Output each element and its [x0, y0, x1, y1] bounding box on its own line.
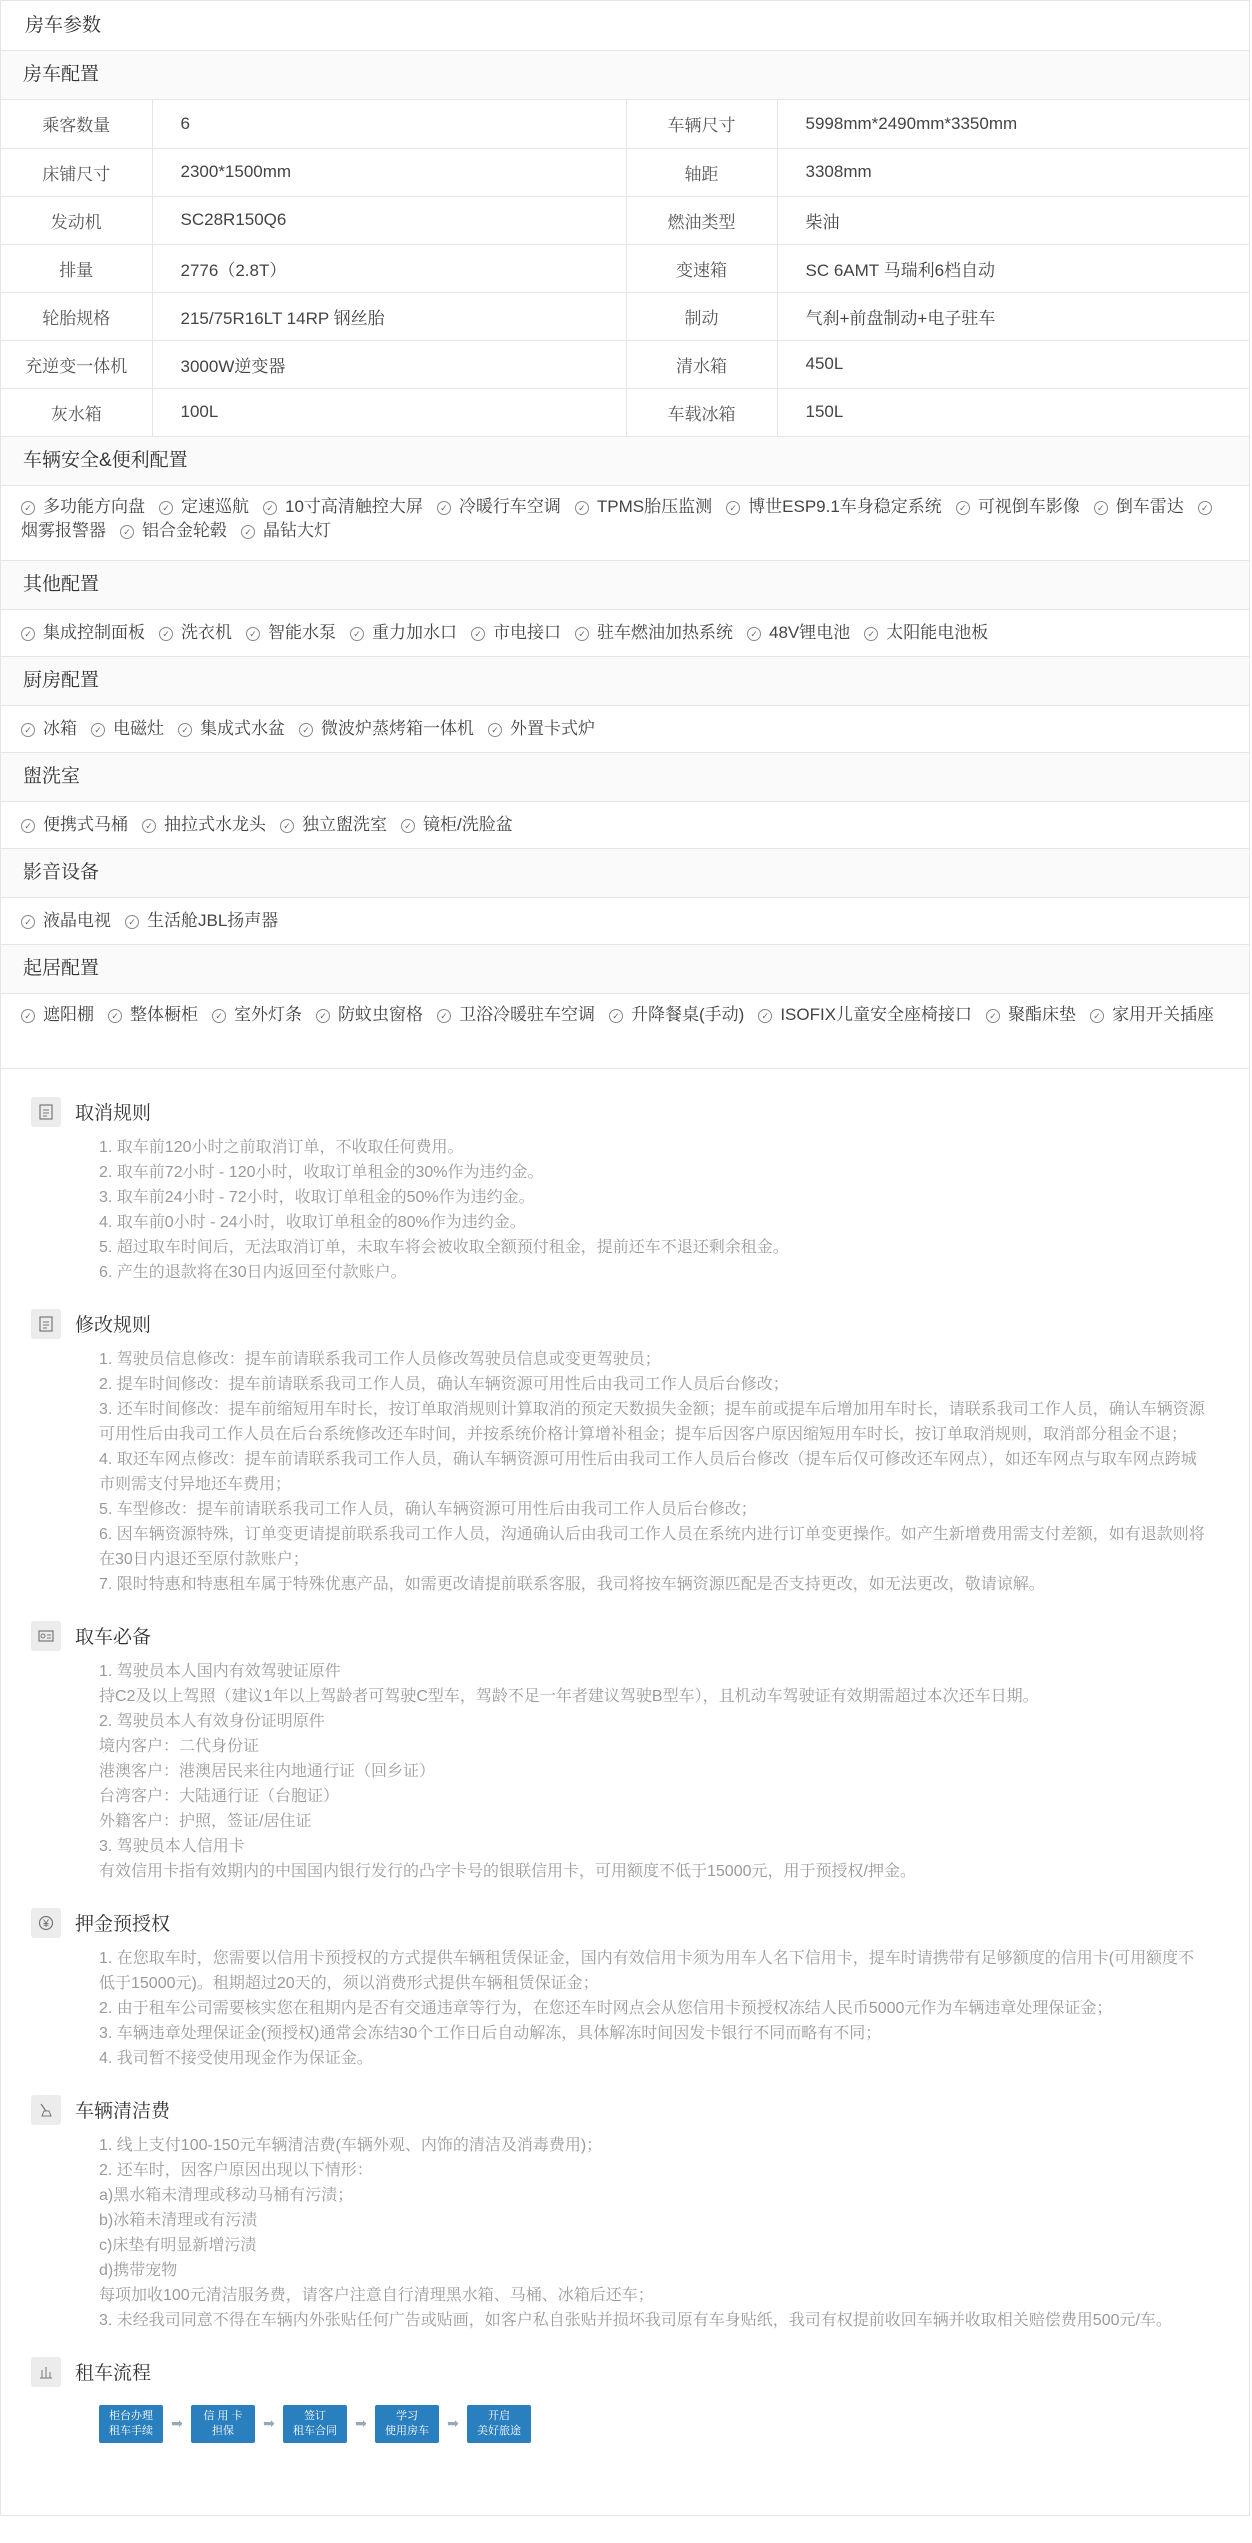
check-circle-icon: ✓ [108, 1009, 122, 1023]
check-circle-icon: ✓ [21, 1009, 35, 1023]
process-step [283, 2405, 347, 2443]
feature-item [437, 497, 561, 516]
process-step [99, 2405, 163, 2443]
feature-label: 外置卡式炉 [510, 718, 595, 738]
av-section-title: 影音设备 [1, 849, 1249, 898]
rule-line: 3. 未经我司同意不得在车辆内外张贴任何广告或贴画，如客户私自张贴并损坏我司原有车身贴纸，我司有权提前收回车辆并收取相关赔偿费用500元/车。 [99, 2311, 1172, 2329]
spec-value: SC28R150Q6 [152, 196, 626, 244]
feature-item [263, 497, 423, 516]
rule-line: 持C2及以上驾照（建议1年以上驾龄者可驾驶C型车，驾龄不足一年者建议驾驶B型车），且机动车驾驶证有效期需超过本次还车日期。 [99, 1687, 1039, 1705]
feature-label: 抽拉式水龙头 [164, 814, 266, 834]
feature-label: 集成控制面板 [43, 622, 145, 642]
check-circle-icon: ✓ [21, 627, 35, 641]
rule-line: 境内客户：二代身份证 [99, 1737, 260, 1755]
arrow-right-icon: ➡ [355, 2415, 367, 2431]
rule-line: c)床垫有明显新增污渍 [99, 2236, 257, 2254]
rule-line: 7. 限时特惠和特惠租车属于特殊优惠产品，如需更改请提前联系客服，我司将按车辆资源匹配是否支持更改，如无法更改，敬请谅解。 [99, 1575, 1045, 1593]
document-icon [31, 1309, 61, 1339]
check-circle-icon: ✓ [178, 723, 192, 737]
feature-item [21, 623, 145, 642]
feature-label: 室外灯条 [234, 1004, 302, 1024]
check-circle-icon: ✓ [437, 501, 451, 515]
process-step-label: 信 用 卡 [203, 2409, 243, 2422]
pickup-rule-block [31, 1619, 1209, 1884]
spec-label: 燃油类型 [626, 196, 777, 244]
spec-row [1, 148, 1249, 196]
process-step-label: 开启 [488, 2409, 510, 2422]
rule-line: 1. 驾驶员本人国内有效驾驶证原件 [99, 1662, 341, 1680]
feature-label: 洗衣机 [181, 622, 232, 642]
arrow-right-icon: ➡ [263, 2415, 275, 2431]
process-step-label: 担保 [212, 2424, 234, 2437]
feature-item [471, 623, 561, 642]
yen-icon [31, 1908, 61, 1938]
feature-label: 倒车雷达 [1115, 496, 1184, 516]
check-circle-icon: ✓ [212, 1009, 226, 1023]
feature-label: 太阳能电池板 [886, 622, 989, 642]
check-circle-icon: ✓ [575, 627, 589, 641]
spec-value: 5998mm*2490mm*3350mm [777, 100, 1249, 148]
feature-label: 生活舱JBL扬声器 [147, 910, 279, 930]
feature-label: TPMS胎压监测 [596, 496, 713, 516]
feature-item [299, 719, 474, 738]
rule-line: 4. 取还车网点修改：提车前请联系我司工作人员，确认车辆资源可用性后由我司工作人员后台修改（提车后仅可修改还车网点），如还车网点与取车网点跨城市则需支付异地还车费用； [99, 1450, 1197, 1493]
check-circle-icon: ✓ [747, 627, 761, 641]
check-circle-icon: ✓ [575, 501, 589, 515]
check-circle-icon: ✓ [91, 723, 105, 737]
kitchen-section-title: 厨房配置 [1, 657, 1249, 706]
feature-label: 市电接口 [493, 622, 561, 642]
rule-line: 2. 提车时间修改：提车前请联系我司工作人员，确认车辆资源可用性后由我司工作人员后台修改； [99, 1375, 789, 1393]
feature-label: 重力加水口 [372, 622, 457, 642]
feature-item [159, 497, 249, 516]
check-circle-icon: ✓ [350, 627, 364, 641]
rule-line: 台湾客户：大陆通行证（台胞证） [99, 1787, 340, 1805]
feature-label: 集成式水盆 [200, 718, 285, 738]
rule-line: 4. 取车前0小时 - 24小时，收取订单租金的80%作为违约金。 [99, 1213, 526, 1231]
feature-item [21, 719, 77, 738]
feature-item [91, 719, 164, 738]
spec-label: 轮胎规格 [1, 292, 152, 340]
rule-line: 2. 由于租车公司需要核实您在租期内是否有交通违章等行为，在您还车时网点会从您信用卡预授权冻结人民币5000元作为车辆违章处理保证金； [99, 1999, 1113, 2017]
check-circle-icon: ✓ [263, 501, 277, 515]
bath-section-title: 盥洗室 [1, 753, 1249, 802]
feature-label: 48V锂电池 [769, 622, 851, 642]
rule-line: a)黑水箱未清理或移动马桶有污渍； [99, 2186, 354, 2204]
process-step-label: 签订 [304, 2409, 326, 2422]
check-circle-icon: ✓ [986, 1009, 1000, 1023]
rule-line: 3. 取车前24小时 - 72小时，收取订单租金的50%作为违约金。 [99, 1188, 535, 1206]
feature-label: 晶钻大灯 [263, 520, 331, 540]
check-circle-icon: ✓ [125, 915, 139, 929]
process-step [375, 2405, 439, 2443]
feature-label: 冷暖行车空调 [458, 496, 561, 516]
check-circle-icon: ✓ [1090, 1009, 1104, 1023]
feature-label: 多功能方向盘 [43, 496, 145, 516]
rules-area [1, 1069, 1249, 2515]
process-title: 租车流程 [75, 2363, 152, 2384]
rule-line: 港澳客户：港澳居民来往内地通行证（回乡证） [99, 1762, 436, 1780]
feature-label: 镜柜/洗脸盆 [423, 814, 513, 834]
check-circle-icon: ✓ [316, 1009, 330, 1023]
bath-feature-list [1, 802, 1249, 849]
feature-label: 驻车燃油加热系统 [597, 622, 733, 642]
spec-value: 215/75R16LT 14RP 钢丝胎 [152, 292, 626, 340]
feature-item [401, 815, 513, 834]
spec-label: 灰水箱 [1, 388, 152, 436]
feature-label: 电磁灶 [113, 718, 164, 738]
spec-value: 柴油 [777, 196, 1249, 244]
spec-value: 450L [777, 340, 1249, 388]
rule-line: 1. 取车前120小时之前取消订单，不收取任何费用。 [99, 1138, 464, 1156]
rule-line: 1. 驾驶员信息修改：提车前请联系我司工作人员修改驾驶员信息或变更驾驶员； [99, 1350, 661, 1368]
spec-label: 发动机 [1, 196, 152, 244]
spec-value: SC 6AMT 马瑞利6档自动 [777, 244, 1249, 292]
cancel-rule-body [99, 1135, 1209, 1285]
rule-line: 4. 我司暂不接受使用现金作为保证金。 [99, 2049, 373, 2067]
feature-label: 独立盥洗室 [302, 814, 387, 834]
process-flow [99, 2405, 1209, 2443]
deposit-rule-title: 押金预授权 [75, 1914, 171, 1935]
feature-item [864, 623, 988, 642]
kitchen-feature-list [1, 706, 1249, 753]
check-circle-icon: ✓ [609, 1009, 623, 1023]
living-section-title: 起居配置 [1, 945, 1249, 994]
pickup-rule-title: 取车必备 [75, 1627, 152, 1648]
feature-label: 防蚊虫窗格 [338, 1004, 423, 1024]
spec-label: 变速箱 [626, 244, 777, 292]
check-circle-icon: ✓ [120, 525, 134, 539]
rule-line: 5. 超过取车时间后，无法取消订单，未取车将会被收取全额预付租金，提前还车不退还剩余租金。 [99, 1238, 789, 1256]
process-step [467, 2405, 531, 2443]
feature-item [986, 1005, 1076, 1024]
check-circle-icon: ✓ [437, 1009, 451, 1023]
spec-value: 气刹+前盘制动+电子驻车 [777, 292, 1249, 340]
feature-item [1094, 497, 1184, 516]
spec-value: 3000W逆变器 [152, 340, 626, 388]
other-feature-list [1, 610, 1249, 657]
spec-label: 排量 [1, 244, 152, 292]
rule-line: 2. 还车时，因客户原因出现以下情形： [99, 2161, 373, 2179]
rule-line: 6. 产生的退款将在30日内返回至付款账户。 [99, 1263, 407, 1281]
feature-item [747, 623, 850, 642]
spec-value: 2300*1500mm [152, 148, 626, 196]
feature-item [350, 623, 457, 642]
rule-line: 3. 车辆违章处理保证金(预授权)通常会冻结30个工作日后自动解冻，具体解冻时间因发卡银行不同而略有不同； [99, 2024, 882, 2042]
feature-label: 博世ESP9.1车身稳定系统 [748, 496, 942, 516]
feature-label: 升降餐桌(手动) [631, 1004, 745, 1024]
check-circle-icon: ✓ [299, 723, 313, 737]
feature-item [21, 911, 111, 930]
check-circle-icon: ✓ [21, 819, 35, 833]
feature-label: ISOFIX儿童安全座椅接口 [780, 1004, 973, 1024]
modify-rule-block [31, 1307, 1209, 1597]
feature-label: 冰箱 [43, 718, 77, 738]
cleaning-rule-block [31, 2093, 1209, 2333]
feature-item [575, 497, 712, 516]
check-circle-icon: ✓ [401, 819, 415, 833]
feature-label: 可视倒车影像 [977, 496, 1080, 516]
check-circle-icon: ✓ [758, 1009, 772, 1023]
feature-label: 液晶电视 [43, 910, 111, 930]
feature-item [316, 1005, 423, 1024]
feature-item [956, 497, 1080, 516]
cancel-rule-block [31, 1095, 1209, 1285]
feature-label: 烟雾报警器 [21, 520, 106, 540]
feature-item [108, 1005, 198, 1024]
check-circle-icon: ✓ [241, 525, 255, 539]
check-circle-icon: ✓ [280, 819, 294, 833]
feature-item [21, 815, 128, 834]
feature-label: 聚酯床垫 [1008, 1004, 1077, 1024]
spec-row [1, 340, 1249, 388]
arrow-right-icon: ➡ [171, 2415, 183, 2431]
config-section-title: 房车配置 [1, 51, 1249, 100]
process-step-label: 学习 [396, 2409, 418, 2422]
spec-label: 制动 [626, 292, 777, 340]
check-circle-icon: ✓ [726, 501, 740, 515]
cancel-rule-title: 取消规则 [75, 1103, 152, 1124]
check-circle-icon: ✓ [21, 915, 35, 929]
spec-label: 清水箱 [626, 340, 777, 388]
feature-item [609, 1005, 744, 1024]
safety-section-title: 车辆安全&便利配置 [1, 437, 1249, 486]
check-circle-icon: ✓ [246, 627, 260, 641]
modify-rule-title: 修改规则 [75, 1315, 152, 1336]
process-block [31, 2355, 1209, 2443]
spec-value: 6 [152, 100, 626, 148]
feature-item [212, 1005, 302, 1024]
rule-line: 有效信用卡指有效期内的中国国内银行发行的凸字卡号的银联信用卡，可用额度不低于15000元，用于预授权/押金。 [99, 1862, 916, 1880]
check-circle-icon: ✓ [471, 627, 485, 641]
feature-label: 整体橱柜 [130, 1004, 198, 1024]
document-icon [31, 1097, 61, 1127]
rule-line: 外籍客户：护照，签证/居住证 [99, 1812, 312, 1830]
spec-label: 车载冰箱 [626, 388, 777, 436]
id-card-icon [31, 1621, 61, 1651]
spec-row [1, 196, 1249, 244]
feature-label: 铝合金轮毂 [142, 520, 227, 540]
feature-item [159, 623, 232, 642]
spec-row [1, 244, 1249, 292]
feature-item [142, 815, 266, 834]
feature-item [21, 1005, 94, 1024]
spec-value: 3308mm [777, 148, 1249, 196]
feature-item [241, 521, 331, 540]
rule-line: 1. 线上支付100-150元车辆清洁费(车辆外观、内饰的清洁及消毒费用)； [99, 2136, 603, 2154]
deposit-rule-body [99, 1946, 1209, 2071]
spec-row [1, 292, 1249, 340]
check-circle-icon: ✓ [1094, 501, 1108, 515]
feature-label: 智能水泵 [268, 622, 336, 642]
feature-item [726, 497, 942, 516]
pickup-rule-body [99, 1659, 1209, 1884]
check-circle-icon: ✓ [956, 501, 970, 515]
check-circle-icon: ✓ [159, 501, 173, 515]
spec-row [1, 388, 1249, 436]
broom-icon [31, 2095, 61, 2125]
feature-item [575, 623, 733, 642]
feature-item [758, 1005, 972, 1024]
rule-line: 1. 在您取车时，您需要以信用卡预授权的方式提供车辆租赁保证金，国内有效信用卡须为用车人名下信用卡，提车时请携带有足够额度的信用卡(可用额度不低于15000元)。租期超过20天的，须以消费形式提供车辆租赁保证金； [99, 1949, 1195, 1992]
check-circle-icon: ✓ [159, 627, 173, 641]
check-circle-icon: ✓ [488, 723, 502, 737]
rule-line: d)携带宠物 [99, 2261, 178, 2279]
feature-label: 定速巡航 [181, 496, 249, 516]
spec-value: 2776（2.8T） [152, 244, 626, 292]
spec-value: 100L [152, 388, 626, 436]
check-circle-icon: ✓ [864, 627, 878, 641]
spec-label: 床铺尺寸 [1, 148, 152, 196]
spec-label: 轴距 [626, 148, 777, 196]
cleaning-rule-body [99, 2133, 1209, 2333]
living-feature-list [1, 994, 1249, 1069]
rule-line: 5. 车型修改：提车前请联系我司工作人员，确认车辆资源可用性后由我司工作人员后台修改； [99, 1500, 757, 1518]
rule-line: 3. 还车时间修改：提车前缩短用车时长，按订单取消规则计算取消的预定天数损失金额；提车前或提车后增加用车时长，请联系我司工作人员，确认车辆资源可用性后由我司工作人员在后台系统修改还车时间，并按系统价格计算增补租金；提车后因客户原因缩短用车时长，按订单取消规则，取消部分租金不退； [99, 1400, 1205, 1443]
deposit-rule-block [31, 1906, 1209, 2071]
spec-value: 150L [777, 388, 1249, 436]
modify-rule-body [99, 1347, 1209, 1597]
spec-label: 乘客数量 [1, 100, 152, 148]
process-step-label: 使用房车 [385, 2424, 429, 2437]
feature-label: 遮阳棚 [43, 1004, 94, 1024]
rule-line: 每项加收100元清洁服务费，请客户注意自行清理黑水箱、马桶、冰箱后还车； [99, 2286, 654, 2304]
page-title: 房车参数 [1, 1, 1249, 51]
feature-item [120, 521, 227, 540]
rule-line: b)冰箱未清理或有污渍 [99, 2211, 258, 2229]
spec-label: 车辆尺寸 [626, 100, 777, 148]
spec-row [1, 100, 1249, 148]
feature-item [21, 497, 145, 516]
check-circle-icon: ✓ [21, 723, 35, 737]
process-step [191, 2405, 255, 2443]
check-circle-icon: ✓ [1198, 501, 1212, 515]
feature-item [280, 815, 387, 834]
rule-line: 6. 因车辆资源特殊，订单变更请提前联系我司工作人员，沟通确认后由我司工作人员在系统内进行订单变更操作。如产生新增费用需支付差额，如有退款则将在30日内退还至原付款账户； [99, 1525, 1205, 1568]
feature-label: 10寸高清触控大屏 [285, 496, 423, 516]
other-section-title: 其他配置 [1, 561, 1249, 610]
feature-item [437, 1005, 595, 1024]
cleaning-rule-title: 车辆清洁费 [75, 2101, 171, 2122]
feature-item [488, 719, 595, 738]
safety-feature-list [1, 486, 1249, 561]
av-feature-list [1, 898, 1249, 945]
rule-line: 3. 驾驶员本人信用卡 [99, 1837, 245, 1855]
spec-label: 充逆变一体机 [1, 340, 152, 388]
rule-line: 2. 驾驶员本人有效身份证明原件 [99, 1712, 325, 1730]
arrow-right-icon: ➡ [447, 2415, 459, 2431]
feature-label: 卫浴冷暖驻车空调 [459, 1004, 595, 1024]
spec-table [1, 100, 1249, 437]
feature-item [125, 911, 278, 930]
flow-icon [31, 2357, 61, 2387]
process-step-label: 美好旅途 [477, 2424, 521, 2437]
feature-item [246, 623, 336, 642]
process-step-label: 租车合同 [293, 2424, 337, 2437]
process-step-label: 租车手续 [109, 2424, 153, 2437]
feature-label: 便携式马桶 [43, 814, 128, 834]
feature-item [1090, 1005, 1214, 1024]
feature-item [178, 719, 285, 738]
check-circle-icon: ✓ [21, 501, 35, 515]
check-circle-icon: ✓ [142, 819, 156, 833]
feature-label: 微波炉蒸烤箱一体机 [321, 718, 474, 738]
rule-line: 2. 取车前72小时 - 120小时，收取订单租金的30%作为违约金。 [99, 1163, 544, 1181]
feature-label: 家用开关插座 [1112, 1004, 1215, 1024]
process-step-label: 柜台办理 [109, 2409, 153, 2422]
